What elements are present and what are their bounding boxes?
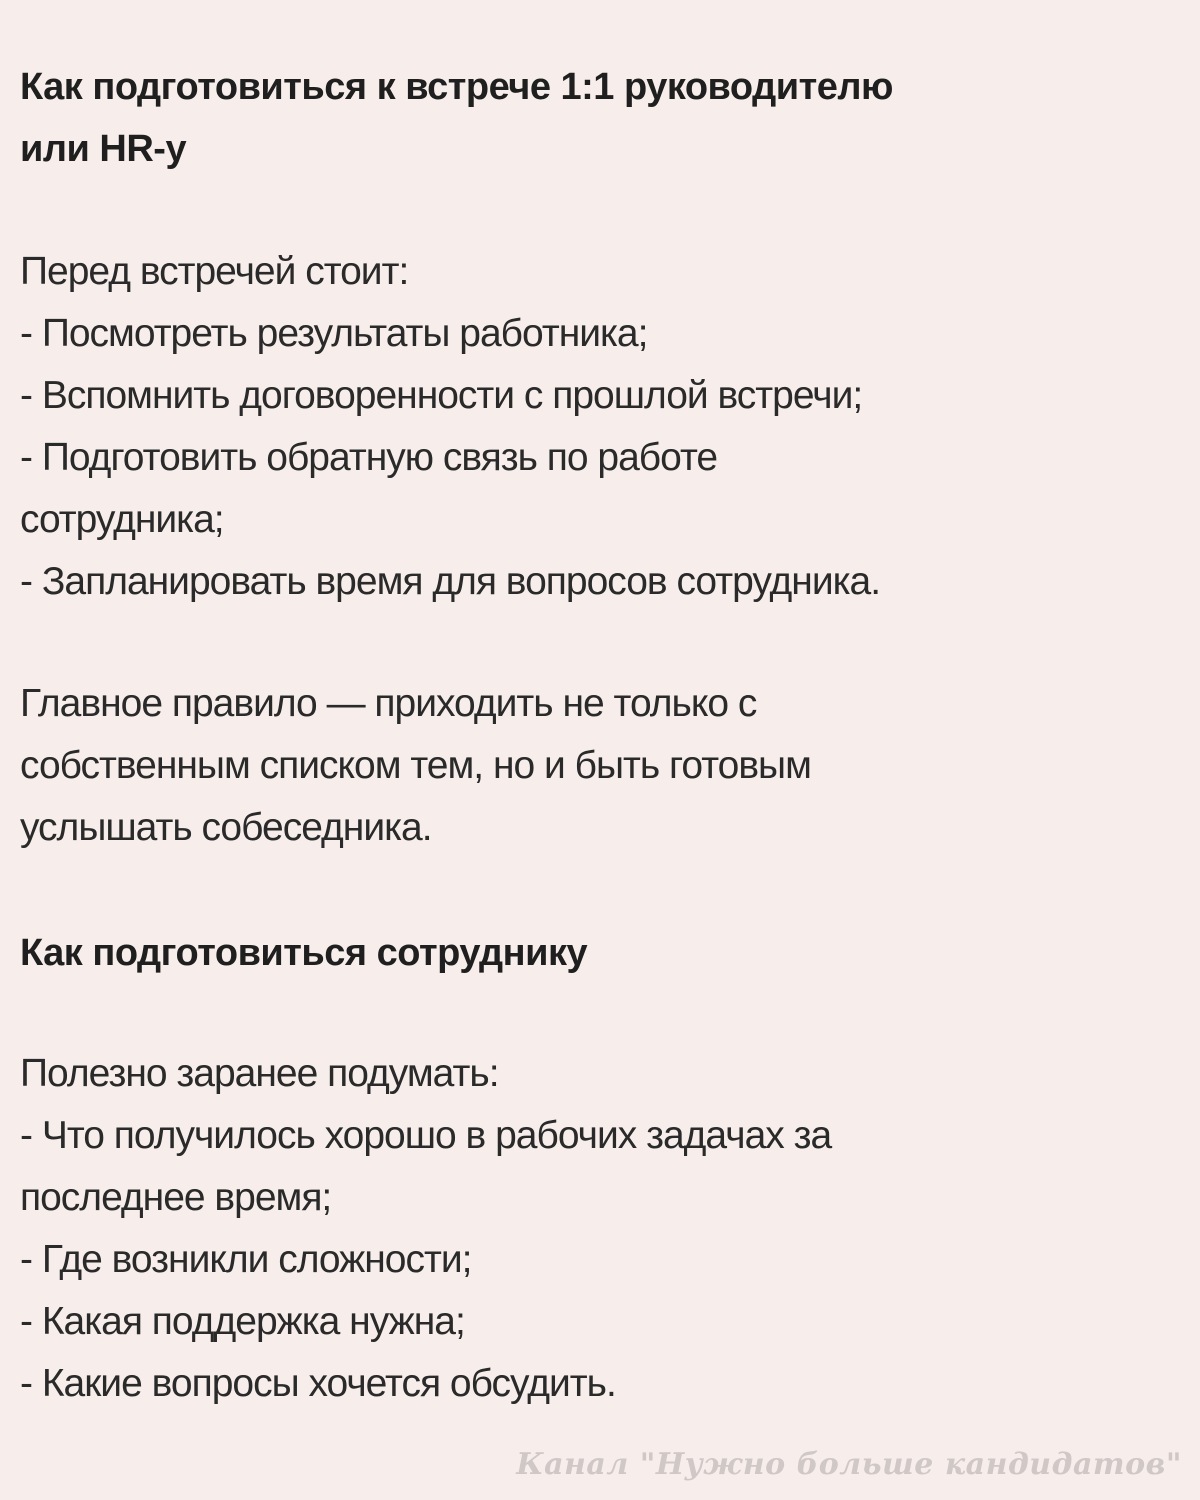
manager-checklist bbox=[20, 241, 880, 613]
main-rule-line: услышать собеседника. bbox=[20, 806, 432, 849]
checklist-item-continuation: сотрудника; bbox=[20, 498, 224, 541]
employee-checklist bbox=[20, 1043, 831, 1415]
checklist-item: - Какие вопросы хочется обсудить. bbox=[20, 1362, 616, 1405]
main-rule-line: собственным списком тем, но и быть готовым bbox=[20, 744, 811, 787]
checklist-item: - Где возникли сложности; bbox=[20, 1238, 472, 1281]
main-rule-paragraph bbox=[20, 673, 811, 859]
checklist-item: - Посмотреть результаты работника; bbox=[20, 312, 648, 355]
checklist-item: - Какая поддержка нужна; bbox=[20, 1300, 465, 1343]
checklist-item: - Вспомнить договоренности с прошлой встречи; bbox=[20, 374, 863, 417]
checklist-item-continuation: последнее время; bbox=[20, 1176, 332, 1219]
checklist-item: - Что получилось хорошо в рабочих задачах за bbox=[20, 1114, 832, 1157]
section-2-heading: Как подготовиться сотруднику bbox=[20, 932, 588, 974]
channel-watermark: Канал "Нужно больше кандидатов" bbox=[516, 1447, 1182, 1482]
section-1-heading-line-2: или HR-у bbox=[20, 128, 187, 170]
section-1-heading bbox=[20, 56, 1180, 180]
checklist-item: - Подготовить обратную связь по работе bbox=[20, 436, 718, 479]
main-rule-line: Главное правило — приходить не только с bbox=[20, 682, 757, 725]
section-1-heading-line-1: Как подготовиться к встрече 1:1 руководителю bbox=[20, 66, 893, 108]
employee-checklist-intro: Полезно заранее подумать: bbox=[20, 1052, 499, 1095]
checklist-item: - Запланировать время для вопросов сотрудника. bbox=[20, 560, 881, 603]
manager-checklist-intro: Перед встречей стоит: bbox=[20, 250, 409, 293]
